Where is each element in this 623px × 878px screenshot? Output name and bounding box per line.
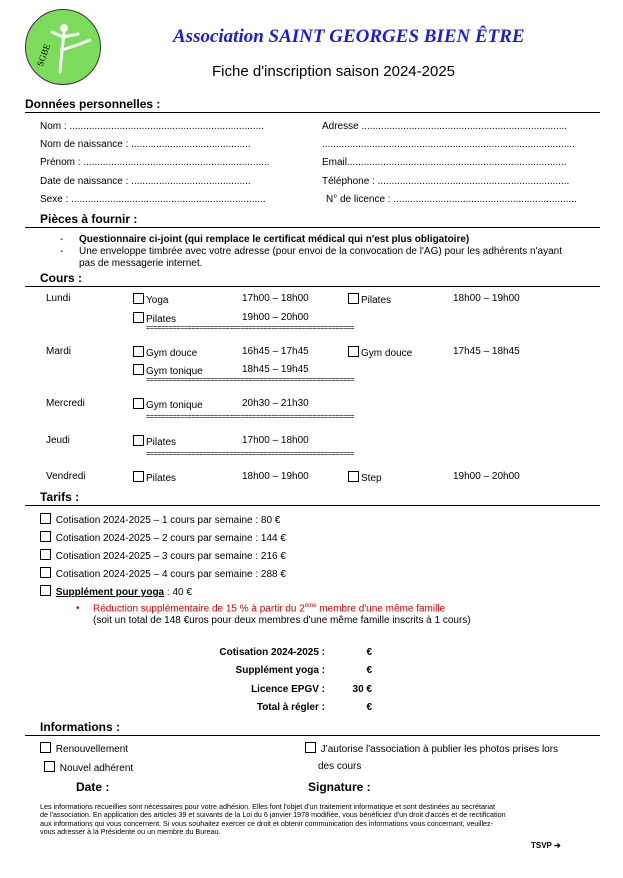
course-option[interactable]: Gym tonique — [133, 398, 203, 411]
informations-heading: Informations : — [40, 720, 120, 734]
sexe-field[interactable]: Sexe : ...................................................................... — [40, 194, 266, 205]
prenom-field[interactable]: Prénom : ................................................................... — [40, 157, 270, 168]
course-time: 17h45 – 18h45 — [453, 346, 520, 357]
footer-text: aux informations qui vous concernent. Si vous souhaitez exercer ce droit et obtenir communication des informations vous concernant, veuillez- — [40, 819, 494, 828]
course-time: 18h45 – 19h45 — [242, 364, 309, 375]
cours-heading: Cours : — [40, 271, 82, 285]
total-label: Total à régler : — [256, 702, 325, 713]
checkbox[interactable] — [44, 761, 55, 772]
checkbox[interactable] — [348, 471, 359, 482]
course-option[interactable]: Gym douce — [133, 346, 197, 359]
tarifs-heading: Tarifs : — [40, 490, 80, 504]
list-bullet: - — [60, 234, 64, 245]
checkbox[interactable] — [40, 531, 51, 542]
total-value[interactable]: € — [366, 665, 372, 676]
checkbox[interactable] — [133, 364, 144, 375]
course-time: 17h00 – 18h00 — [242, 293, 309, 304]
logo-text: SGBE — [34, 42, 53, 68]
tarifs-divider — [25, 505, 600, 506]
email-field[interactable]: Email............................................................................... — [322, 157, 567, 168]
telephone-field[interactable]: Téléphone : ..................................................................... — [322, 176, 570, 187]
separator: ======================================================= — [146, 325, 355, 332]
pieces-item-questionnaire: Questionnaire ci-joint (qui remplace le certificat médical qui n'est plus obligatoire) — [79, 234, 470, 245]
course-time: 19h00 – 20h00 — [242, 312, 309, 323]
footer-text: de l'association. En application des articles 39 et suivants de la Loi du 6 janvier 1978 modifiée, vous bénéficiez d'un droit d'accès et de rectification — [40, 810, 506, 819]
checkbox[interactable] — [305, 742, 316, 753]
renouvellement-option[interactable]: Renouvellement — [40, 742, 128, 755]
checkbox[interactable] — [133, 471, 144, 482]
date-naissance-field[interactable]: Date de naissance : ........................................... — [40, 176, 251, 187]
course-time: 18h00 – 19h00 — [453, 293, 520, 304]
course-option[interactable]: Pilates — [133, 471, 176, 484]
tarif-option[interactable]: Cotisation 2024-2025 – 2 cours par semaine : 144 € — [40, 531, 286, 544]
day-mardi: Mardi — [46, 346, 72, 357]
total-label: Cotisation 2024-2025 : — [219, 647, 325, 658]
course-time: 20h30 – 21h30 — [242, 398, 309, 409]
signature-label: Signature : — [308, 780, 371, 794]
course-option[interactable]: Pilates — [348, 293, 391, 306]
checkbox[interactable] — [133, 398, 144, 409]
pieces-heading: Pièces à fournir : — [40, 212, 138, 226]
pieces-divider — [25, 227, 600, 228]
course-option[interactable]: Step — [348, 471, 382, 484]
total-value[interactable]: € — [366, 647, 372, 658]
association-logo — [25, 9, 101, 85]
nom-field[interactable]: Nom : ...................................................................... — [40, 121, 264, 132]
day-jeudi: Jeudi — [46, 435, 70, 446]
total-label: Licence EPGV : — [251, 684, 325, 695]
checkbox[interactable] — [40, 585, 51, 596]
checkbox[interactable] — [133, 312, 144, 323]
course-option[interactable]: Yoga — [133, 293, 168, 306]
tsvp-label: TSVP ➔ — [531, 841, 561, 850]
nom-naissance-field[interactable]: Nom de naissance : ........................................... — [40, 139, 251, 150]
day-vendredi: Vendredi — [46, 471, 86, 482]
page-title: Association SAINT GEORGES BIEN ÊTRE — [173, 26, 525, 47]
checkbox[interactable] — [40, 549, 51, 560]
reduction-text: Réduction supplémentaire de 15 % à partir du 2ème membre d'une même famille — [93, 603, 446, 615]
tarif-option[interactable]: Cotisation 2024-2025 – 3 cours par semaine : 216 € — [40, 549, 286, 562]
adresse-field[interactable]: Adresse .......................................................................... — [322, 121, 568, 132]
photo-consent-cont: des cours — [318, 761, 362, 772]
course-time: 16h45 – 17h45 — [242, 346, 309, 357]
adresse-line2-field[interactable]: ........................................................................................... — [322, 139, 575, 150]
cours-divider — [25, 286, 600, 287]
day-lundi: Lundi — [46, 293, 71, 304]
course-option[interactable]: Pilates — [133, 312, 176, 325]
checkbox[interactable] — [133, 435, 144, 446]
dancer-icon — [26, 10, 100, 84]
personal-heading: Données personnelles : — [25, 97, 161, 111]
page-subtitle: Fiche d'inscription saison 2024-2025 — [212, 63, 456, 80]
list-bullet: • — [76, 603, 80, 614]
list-bullet: - — [60, 246, 64, 257]
checkbox[interactable] — [348, 346, 359, 357]
licence-field[interactable]: N° de licence : .................................................................. — [326, 194, 577, 205]
pieces-item-enveloppe-cont: pas de messagerie internet. — [79, 258, 203, 269]
day-mercredi: Mercredi — [46, 398, 85, 409]
course-time: 19h00 – 20h00 — [453, 471, 520, 482]
checkbox[interactable] — [133, 346, 144, 357]
checkbox[interactable] — [348, 293, 359, 304]
course-option[interactable]: Pilates — [133, 435, 176, 448]
checkbox[interactable] — [133, 293, 144, 304]
photo-consent-option[interactable]: J'autorise l'association à publier les photos prises lors — [305, 742, 558, 755]
yoga-option[interactable]: Supplément pour yoga : 40 € — [40, 585, 192, 598]
pieces-item-enveloppe: Une enveloppe timbrée avec votre adresse (pour envoi de la convocation de l'AG) pour les adhérents n'ayant — [79, 246, 562, 257]
checkbox[interactable] — [40, 742, 51, 753]
total-label: Supplément yoga : — [235, 665, 325, 676]
course-option[interactable]: Gym douce — [348, 346, 412, 359]
footer-text: vous adresser à la Présidente ou un membre du Bureau. — [40, 827, 221, 836]
nouvel-adherent-option[interactable]: Nouvel adhérent — [44, 761, 133, 774]
tarif-option[interactable]: Cotisation 2024-2025 – 4 cours par semaine : 288 € — [40, 567, 286, 580]
total-value[interactable]: 30 € — [352, 684, 372, 695]
informations-divider — [25, 735, 600, 736]
course-time: 17h00 – 18h00 — [242, 435, 309, 446]
date-label: Date : — [76, 780, 110, 794]
footer-text: Les informations recueillies sont nécessaires pour votre adhésion. Elles font l'objet d'un traitement informatique et sont destinées au secrétariat — [40, 802, 496, 811]
separator: ======================================================= — [146, 377, 355, 384]
personal-divider — [25, 112, 600, 113]
tarif-option[interactable]: Cotisation 2024-2025 – 1 cours par semaine : 80 € — [40, 513, 280, 526]
checkbox[interactable] — [40, 513, 51, 524]
reduction-note: (soit un total de 148 €uros pour deux membres d'une même famille inscrits à 1 cours) — [93, 615, 471, 626]
course-time: 18h00 – 19h00 — [242, 471, 309, 482]
total-value[interactable]: € — [366, 702, 372, 713]
checkbox[interactable] — [40, 567, 51, 578]
course-option[interactable]: Gym tonique — [133, 364, 203, 377]
separator: ======================================================= — [146, 451, 355, 458]
separator: ======================================================= — [146, 414, 355, 421]
